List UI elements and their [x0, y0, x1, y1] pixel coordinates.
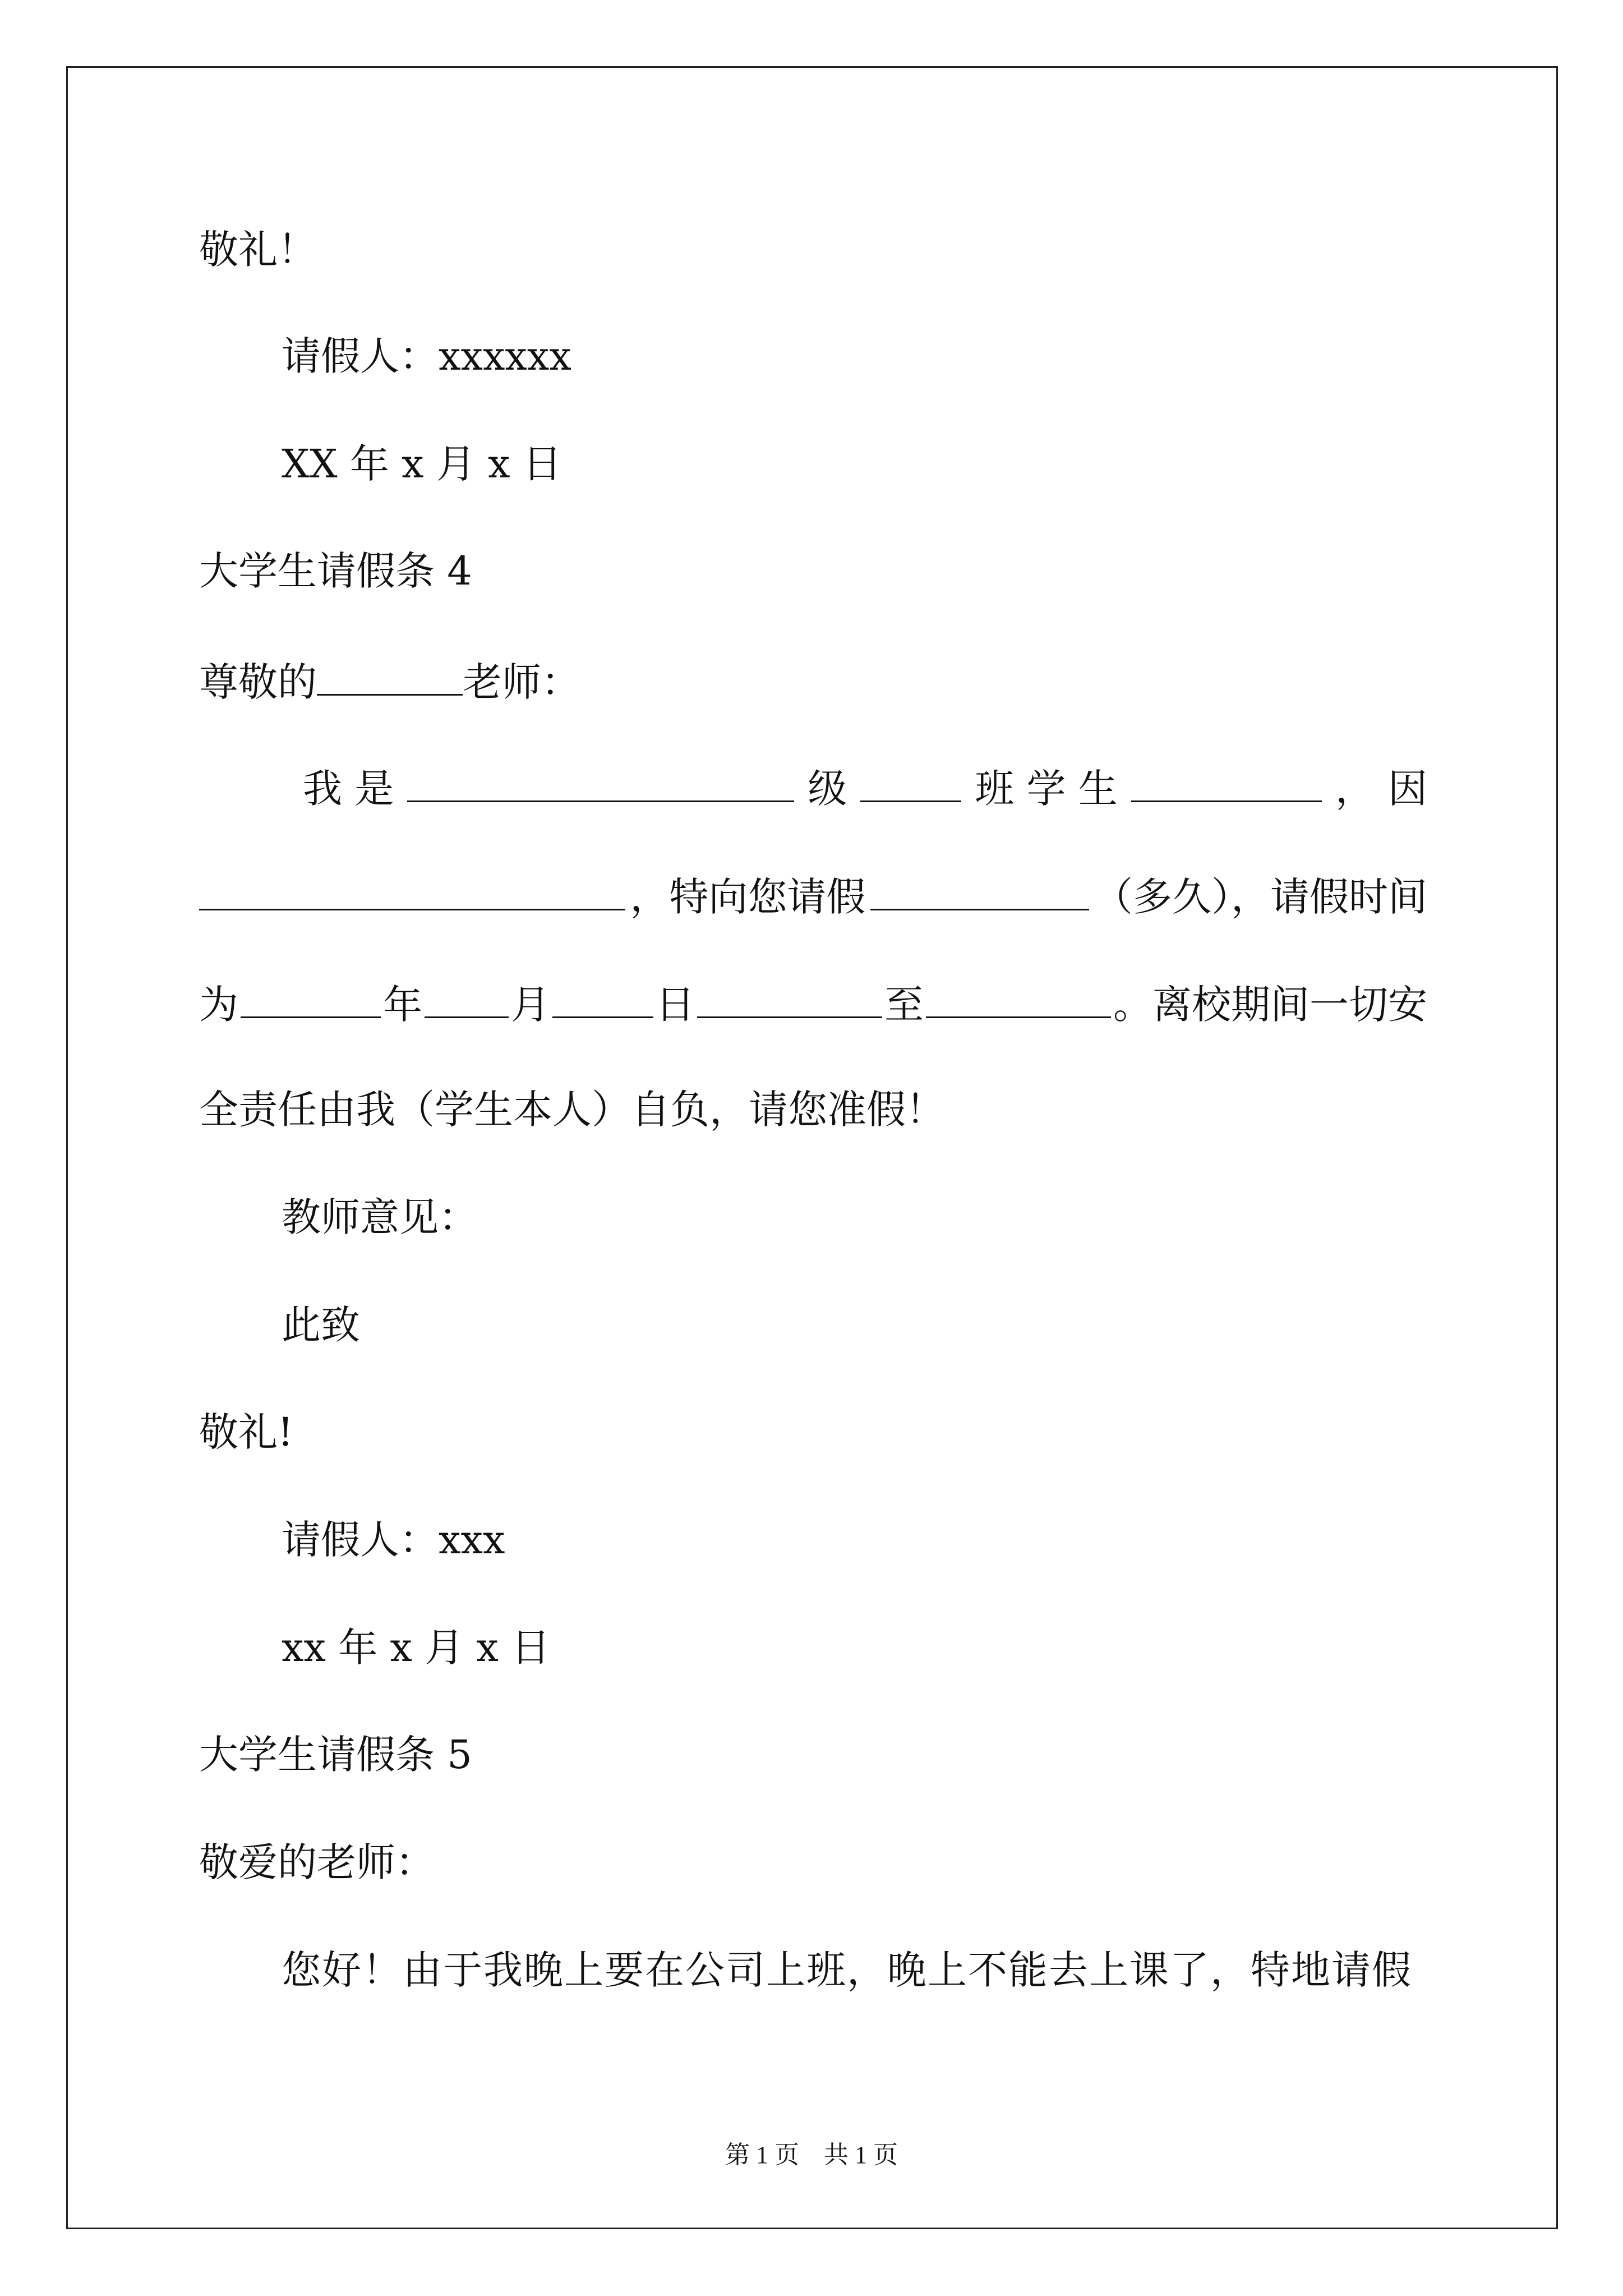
duration-blank [870, 874, 1089, 910]
to-time-blank [926, 982, 1111, 1018]
teacher-opinion: 教师意见： [282, 1194, 478, 1240]
i-am-text: 我 是 [303, 766, 394, 812]
date-line-2: xx 年 x 月 x 日 [282, 1625, 551, 1671]
day-blank [552, 982, 653, 1018]
body-line-3 [199, 982, 1427, 1028]
requester-line-2: 请假人：xxx [282, 1517, 505, 1563]
year-blank [241, 982, 381, 1018]
to-text: 至 [884, 982, 924, 1028]
requester-line-1: 请假人：xxxxxx [282, 333, 571, 379]
reason-blank [199, 874, 625, 910]
salutation-prefix: 尊敬的 [199, 659, 317, 705]
body-line-2 [199, 874, 1427, 920]
class-blank [860, 766, 961, 802]
duration-note-text: （多久），请假时间 [1093, 874, 1427, 920]
body-line-5: 您好！由于我晚上要在公司上班，晚上不能去上课了，特地请假 [282, 1947, 1412, 1993]
day-text: 日 [656, 982, 695, 1028]
section-heading-5: 大学生请假条 5 [199, 1732, 472, 1778]
comma-text: ， [1335, 766, 1375, 812]
grade-blank [407, 766, 794, 802]
salutation-4 [199, 659, 580, 705]
from-time-blank [697, 982, 882, 1018]
month-text: 月 [511, 982, 550, 1028]
safety-text: 。离校期间一切安 [1113, 982, 1427, 1028]
body-line-1 [303, 766, 1427, 812]
salutation-suffix: 老师： [463, 659, 580, 705]
body-line-4: 全责任由我（学生本人）自负，请您准假！ [199, 1087, 945, 1133]
because-text: 因 [1388, 766, 1427, 812]
closing-salute-1: 敬礼！ [199, 227, 317, 273]
section-heading-4: 大学生请假条 4 [199, 548, 472, 594]
page-footer: 第 1 页 共 1 页 [725, 2141, 898, 2169]
year-text: 年 [383, 982, 422, 1028]
as-text: 为 [199, 982, 238, 1028]
closing-salute-2: 敬礼! [199, 1409, 294, 1455]
date-line-1: XX 年 x 月 x 日 [282, 441, 562, 487]
teacher-name-blank [317, 659, 463, 696]
salutation-5: 敬爱的老师： [199, 1839, 435, 1885]
class-student-text: 班 学 生 [975, 766, 1118, 812]
page-border [66, 66, 1558, 2229]
month-blank [425, 982, 509, 1018]
request-leave-text: ，特向您请假 [630, 874, 866, 920]
closing-cizhi: 此致 [282, 1302, 360, 1348]
student-name-blank [1131, 766, 1322, 802]
grade-text: 级 [808, 766, 847, 812]
